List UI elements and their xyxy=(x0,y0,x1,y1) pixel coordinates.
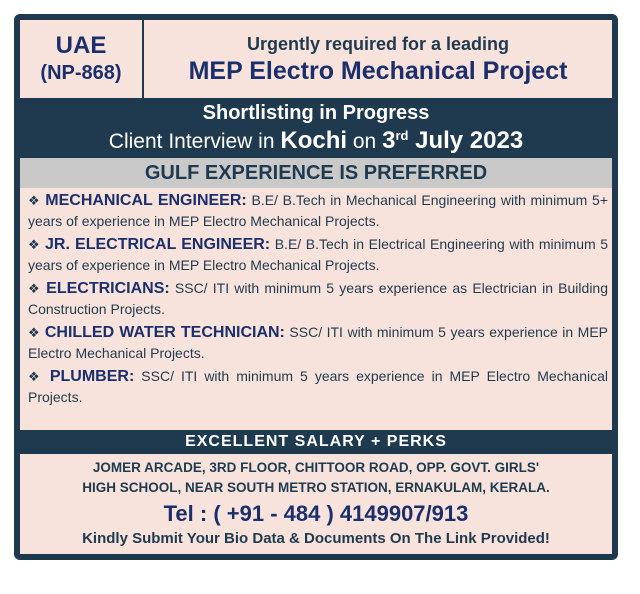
interview-mid: on xyxy=(347,130,383,153)
phone-number: Tel : ( +91 - 484 ) 4149907/913 xyxy=(163,501,469,526)
interview-prefix: Client Interview in xyxy=(108,130,281,153)
job-desc: B.E/ B.Tech in Mechanical Engineering with minimum 5+ years of experience in MEP Electro Mechanical Projects. xyxy=(28,192,609,229)
job-item xyxy=(28,278,608,319)
preference-banner: GULF EXPERIENCE IS PREFERRED xyxy=(20,158,612,188)
reference-code: (NP-868) xyxy=(40,62,122,84)
job-desc: SSC/ ITI with minimum 5 years experience as Electrician in Building Construction Projects. xyxy=(28,280,608,317)
interview-text xyxy=(20,127,612,155)
interview-city: Kochi xyxy=(280,127,348,154)
job-item xyxy=(28,190,608,231)
job-title: PLUMBER: xyxy=(49,368,135,385)
job-list xyxy=(28,190,608,410)
job-title: ELECTRICIANS: xyxy=(46,280,170,297)
diamond-bullet-icon: ❖ xyxy=(28,281,41,296)
address-line: JOMER ARCADE, 3RD FLOOR, CHITTOOR ROAD, OPP. GOVT. GIRLS' xyxy=(92,460,540,475)
headline-box xyxy=(144,20,612,98)
diamond-bullet-icon: ❖ xyxy=(28,369,43,384)
diamond-bullet-icon: ❖ xyxy=(28,325,41,340)
interview-date: 3 xyxy=(382,127,396,154)
job-desc: SSC/ ITI with minimum 5 years experience in MEP Electro Mechanical Projects. xyxy=(28,324,609,361)
project-title: MEP Electro Mechanical Project xyxy=(188,57,568,85)
submit-instruction: Kindly Submit Your Bio Data & Documents On The Link Provided! xyxy=(82,530,550,547)
status-text: Shortlisting in Progress xyxy=(202,102,430,124)
country-label: UAE xyxy=(55,32,107,59)
poster xyxy=(20,20,612,554)
job-item xyxy=(28,234,608,275)
diamond-bullet-icon: ❖ xyxy=(28,193,41,208)
job-item xyxy=(28,366,608,407)
job-title: JR. ELECTRICAL ENGINEER: xyxy=(44,236,271,253)
perks-banner: EXCELLENT SALARY + PERKS xyxy=(20,430,612,454)
job-desc: B.E/ B.Tech in Electrical Engineering with minimum 5 years of experience in MEP Electro Mechanical Projects. xyxy=(28,236,609,273)
diamond-bullet-icon: ❖ xyxy=(28,237,41,252)
status-banner xyxy=(20,98,612,158)
headline-intro: Urgently required for a leading xyxy=(246,34,510,54)
job-title: MECHANICAL ENGINEER: xyxy=(45,192,247,209)
job-desc: SSC/ ITI with minimum 5 years experience in MEP Electro Mechanical Projects. xyxy=(28,368,609,405)
interview-date-suffix: rd xyxy=(395,128,409,143)
address-line: HIGH SCHOOL, NEAR SOUTH METRO STATION, ERNAKULAM, KERALA. xyxy=(82,480,550,495)
address xyxy=(20,458,612,498)
job-item xyxy=(28,322,608,363)
job-title: CHILLED WATER TECHNICIAN: xyxy=(44,324,285,341)
interview-month-year: July 2023 xyxy=(408,127,524,154)
location-box xyxy=(20,20,144,98)
